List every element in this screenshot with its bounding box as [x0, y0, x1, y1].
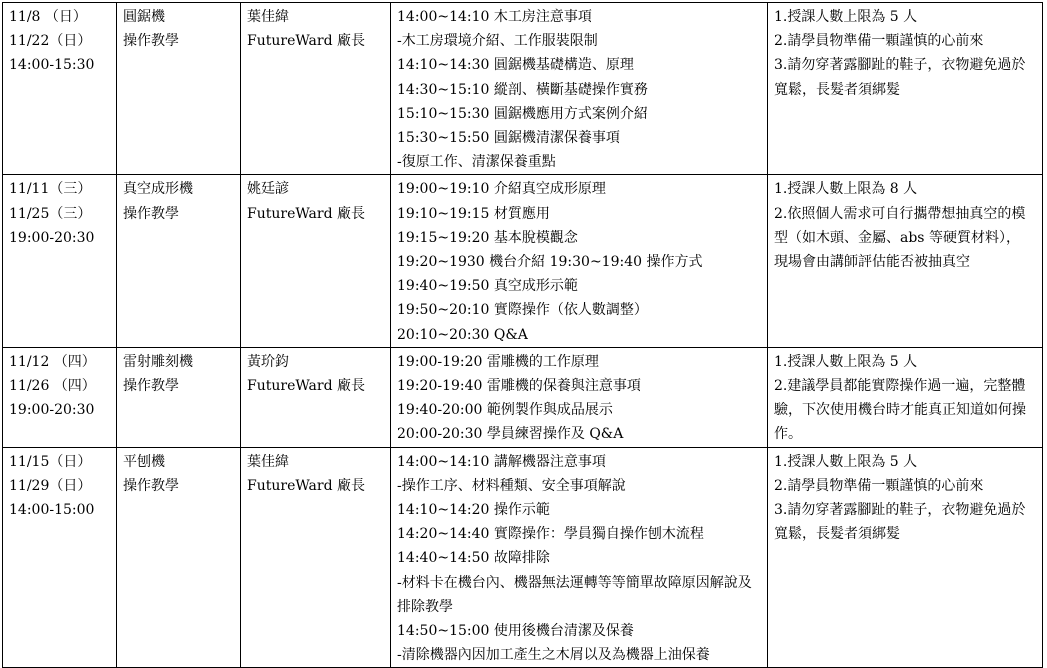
teacher-title: FutureWard 廠長 [247, 378, 365, 395]
course-cell [117, 3, 241, 175]
course-cell [117, 447, 241, 668]
agenda-item: 14:10~14:30 圓鋸機基礎構造、原理 [397, 57, 634, 74]
course-name: 真空成形機 [123, 181, 193, 198]
date-line: 11/12 （四） [9, 353, 96, 370]
agenda-cell [391, 175, 768, 347]
teacher-title: FutureWard 廠長 [247, 33, 365, 50]
time-range: 19:00-20:30 [9, 229, 95, 246]
agenda-item: 20:00-20:30 學員練習操作及 Q&A [397, 426, 624, 443]
teacher-name: 葉佳緯 [247, 453, 289, 470]
agenda-item: 14:00~14:10 木工房注意事項 [397, 9, 592, 25]
agenda-item: 19:40~19:50 真空成形示範 [397, 278, 578, 295]
note-item: 1.授課人數上限為 8 人 [774, 181, 918, 198]
course-type: 操作教學 [123, 205, 179, 222]
agenda-item: 15:30~15:50 圓鋸機清潔保養事項 [397, 130, 620, 147]
agenda-item: 14:10~14:20 操作示範 [397, 502, 550, 519]
course-schedule-table [2, 2, 1043, 668]
agenda-item: 19:00~19:10 介紹真空成形原理 [397, 181, 606, 198]
teacher-title: FutureWard 廠長 [247, 477, 365, 494]
agenda-item: 20:10~20:30 Q&A [397, 326, 528, 343]
agenda-item: 15:10~15:30 圓鋸機應用方式案例介紹 [397, 105, 648, 122]
agenda-item: 14:30~15:10 縱剖、橫斷基礎操作實務 [397, 81, 648, 98]
date-line: 11/26 （四） [9, 378, 96, 395]
note-item: 2.請學員物準備一顆謹慎的心前來 [774, 477, 984, 494]
date-cell [3, 447, 117, 668]
agenda-item: 14:00~14:10 講解機器注意事項 [397, 453, 606, 470]
course-type: 操作教學 [123, 378, 179, 395]
date-line: 11/29（日） [9, 477, 92, 494]
notes-cell [768, 3, 1043, 175]
teacher-title: FutureWard 廠長 [247, 205, 365, 222]
note-item: 3.請勿穿著露腳趾的鞋子，衣物避免過於寬鬆，長髮者須綁髮 [774, 502, 1026, 543]
agenda-cell [391, 447, 768, 668]
teacher-cell [241, 347, 391, 447]
date-cell [3, 175, 117, 347]
agenda-item: -復原工作、清潔保養重點 [397, 154, 556, 171]
agenda-item: 19:15~19:20 基本脫模觀念 [397, 229, 578, 246]
agenda-item: 19:50~20:10 實際操作（依人數調整） [397, 302, 648, 319]
agenda-item: -清除機器內因加工產生之木屑以及為機器上油保養 [397, 647, 710, 664]
agenda-item: -材料卡在機台內、機器無法運轉等等簡單故障原因解說及排除教學 [397, 574, 752, 615]
time-range: 19:00-20:30 [9, 402, 95, 419]
schedule-row-vacuum-former [3, 175, 1043, 347]
note-item: 3.請勿穿著露腳趾的鞋子，衣物避免過於寬鬆，長髮者須綁髮 [774, 57, 1026, 98]
note-item: 1.授課人數上限為 5 人 [774, 453, 918, 470]
teacher-name: 姚廷諺 [247, 181, 289, 198]
time-range: 14:00-15:30 [9, 57, 95, 74]
notes-cell [768, 347, 1043, 447]
course-type: 操作教學 [123, 477, 179, 494]
agenda-cell [391, 3, 768, 175]
teacher-name: 葉佳緯 [247, 9, 289, 25]
teacher-cell [241, 3, 391, 175]
course-name: 平刨機 [123, 453, 165, 470]
note-item: 2.建議學員都能實際操作過一遍，完整體驗，下次使用機台時才能真正知道如何操作。 [774, 378, 1026, 443]
agenda-item: 19:10~19:15 材質應用 [397, 205, 550, 222]
agenda-cell [391, 347, 768, 447]
agenda-item: -木工房環境介紹、工作服裝限制 [397, 33, 598, 50]
note-item: 2.請學員物準備一顆謹慎的心前來 [774, 33, 984, 50]
date-line: 11/15（日） [9, 453, 92, 470]
agenda-item: 14:40~14:50 故障排除 [397, 550, 550, 567]
agenda-item: 19:40-20:00 範例製作與成品展示 [397, 402, 613, 419]
course-type: 操作教學 [123, 33, 179, 50]
agenda-item: 14:50~15:00 使用後機台清潔及保養 [397, 623, 634, 640]
course-name: 雷射雕刻機 [123, 353, 193, 370]
date-line: 11/25（三） [9, 205, 92, 222]
course-cell [117, 347, 241, 447]
agenda-item: 14:20~14:40 實際操作：學員獨自操作刨木流程 [397, 526, 704, 543]
teacher-name: 黃玠鈞 [247, 353, 289, 370]
date-line: 11/22（日） [9, 33, 92, 50]
schedule-row-circular-saw [3, 3, 1043, 175]
agenda-item: -操作工序、材料種類、安全事項解說 [397, 477, 626, 494]
date-line: 11/11（三） [9, 181, 92, 198]
note-item: 2.依照個人需求可自行攜帶想抽真空的模型（如木頭、金屬、abs 等硬質材料）， 現場會由講師評估能否被抽真空 [774, 205, 1026, 271]
time-range: 14:00-15:00 [9, 502, 95, 519]
date-cell [3, 3, 117, 175]
notes-cell [768, 447, 1043, 668]
agenda-item: 19:20~1930 機台介紹 19:30~19:40 操作方式 [397, 254, 703, 271]
teacher-cell [241, 175, 391, 347]
agenda-item: 19:20-19:40 雷雕機的保養與注意事項 [397, 378, 641, 395]
note-item: 1.授課人數上限為 5 人 [774, 9, 918, 25]
date-line: 11/8 （日） [9, 9, 87, 25]
schedule-row-planer [3, 447, 1043, 668]
course-name: 圓鋸機 [123, 9, 165, 25]
agenda-item: 19:00-19:20 雷雕機的工作原理 [397, 353, 599, 370]
course-cell [117, 175, 241, 347]
note-item: 1.授課人數上限為 5 人 [774, 353, 918, 370]
date-cell [3, 347, 117, 447]
teacher-cell [241, 447, 391, 668]
notes-cell [768, 175, 1043, 347]
schedule-row-laser-engraver [3, 347, 1043, 447]
